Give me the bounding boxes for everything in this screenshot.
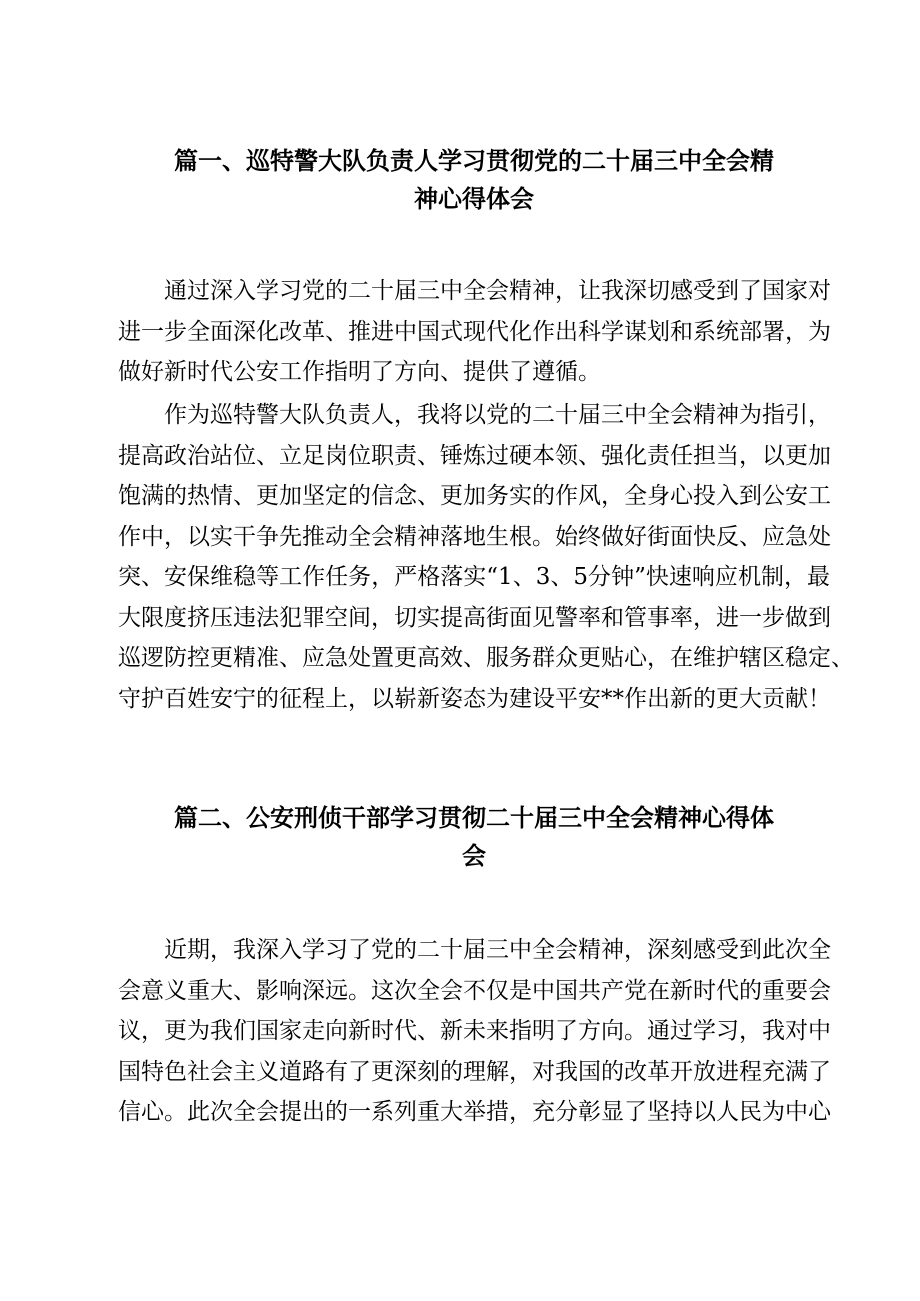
article-2-title-line: 会 [462,842,486,870]
article-1-title [118,146,830,214]
text-line: 巡逻防控更精准、应急处置更高效、服务群众更贴心，在维护辖区稳定、 [118,645,854,671]
text-line: 大限度挤压违法犯罪空间，切实提高街面见警率和管事率，进一步做到 [118,604,831,631]
text-line: 国特色社会主义道路有了更深刻的理解，对我国的改革开放进程充满了 [118,1058,831,1085]
text-line: 议，更为我们国家走向新时代、新未来指明了方向。通过学习，我对中 [118,1018,831,1044]
text-line: 突、安保维稳等工作任务，严格落实“1、3、5分钟”快速响应机制，最 [118,564,830,590]
article-2-title-line: 篇二、公安刑侦干部学习贯彻二十届三中全会精神心得体 [174,804,774,832]
text-line: 饱满的热情、更加坚定的信念、更加务实的作风，全身心投入到公安工 [118,483,831,509]
text-line: 作中，以实干争先推动全会精神落地生根。始终做好街面快反、应急处 [118,523,831,550]
text-line: 信心。此次全会提出的一系列重大举措，充分彰显了坚持以人民为中心 [118,1099,831,1125]
text-line: 提高政治站位、立足岗位职责、锤炼过硬本领、强化责任担当，以更加 [118,442,831,469]
text-line: 会意义重大、影响深远。这次全会不仅是中国共产党在新时代的重要会 [118,977,831,1004]
text-line: 守护百姓安宁的征程上，以崭新姿态为建设平安**作出新的更大贡献！ [118,685,831,712]
text-line: 通过深入学习党的二十届三中全会精神，让我深切感受到了国家对 [164,278,831,304]
article-1-paragraph-2 [118,395,854,719]
article-1-title-line: 神心得体会 [414,185,534,213]
text-line: 进一步全面深化改革、推进中国式现代化作出科学谋划和系统部署，为 [118,318,831,345]
article-1-title-line: 篇一、巡特警大队负责人学习贯彻党的二十届三中全会精 [174,147,774,175]
article-2-title [118,803,830,871]
text-line: 做好新时代公安工作指明了方向、提供了遵循。 [118,359,601,385]
text-line: 作为巡特警大队负责人，我将以党的二十届三中全会精神为指引， [164,402,831,428]
article-1-paragraph-1 [118,271,830,393]
article-2-paragraph-1 [118,930,830,1133]
text-line: 近期，我深入学习了党的二十届三中全会精神，深刻感受到此次全 [164,937,831,963]
